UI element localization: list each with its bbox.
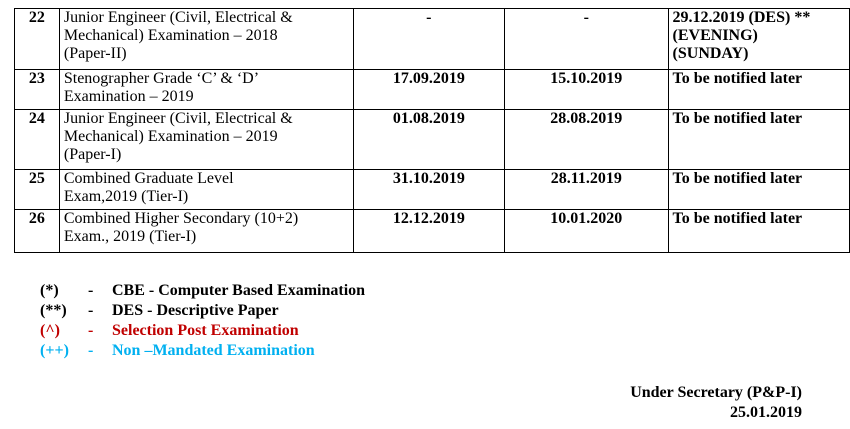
table-row: [15, 9, 850, 70]
signatory-title: Under Secretary (P&P-I): [630, 384, 802, 401]
table-row: [15, 170, 850, 210]
date-column-2: 28.08.2019: [505, 110, 668, 170]
date-column-1: 31.10.2019: [353, 170, 505, 210]
date-column-1: -: [353, 9, 505, 70]
legend-symbol: (*): [40, 282, 59, 299]
exam-name: Stenographer Grade ‘C’ & ‘D’ Examination – 2019: [59, 70, 353, 110]
date-column-1: 01.08.2019: [353, 110, 505, 170]
exam-schedule-table: [14, 8, 850, 253]
legend-text: Non –Mandated Examination: [112, 342, 315, 359]
serial-number: 22: [15, 9, 60, 70]
legend-dash: -: [88, 282, 94, 299]
table-row: [15, 210, 850, 253]
legend-dash: -: [88, 342, 94, 359]
table-row: [15, 70, 850, 110]
date-column-1: 12.12.2019: [353, 210, 505, 253]
signature-block: [630, 383, 802, 423]
result-status: 29.12.2019 (DES) ** (EVENING) (SUNDAY): [668, 9, 849, 70]
date-column-2: 28.11.2019: [505, 170, 668, 210]
signature-date: 25.01.2019: [730, 404, 802, 421]
legend-text: Selection Post Examination: [112, 322, 299, 339]
date-column-2: 15.10.2019: [505, 70, 668, 110]
exam-name: Combined Graduate Level Exam,2019 (Tier-I): [59, 170, 353, 210]
exam-name: Junior Engineer (Civil, Electrical & Mechanical) Examination – 2019 (Paper-I): [59, 110, 353, 170]
result-status: To be notified later: [668, 110, 849, 170]
date-column-1: 17.09.2019: [353, 70, 505, 110]
date-column-2: -: [505, 9, 668, 70]
table-row: [15, 110, 850, 170]
legend-symbol: (^): [40, 322, 60, 339]
legend-text: CBE - Computer Based Examination: [112, 282, 366, 299]
legend-dash: -: [88, 322, 94, 339]
result-status: To be notified later: [668, 70, 849, 110]
result-status: To be notified later: [668, 170, 849, 210]
serial-number: 26: [15, 210, 60, 253]
serial-number: 25: [15, 170, 60, 210]
legend-dash: -: [88, 302, 94, 319]
legend-symbol: (**): [40, 302, 67, 319]
exam-name: Combined Higher Secondary (10+2) Exam., 2019 (Tier-I): [59, 210, 353, 253]
date-column-2: 10.01.2020: [505, 210, 668, 253]
legend-text: DES - Descriptive Paper: [112, 302, 279, 319]
legend-symbol: (++): [40, 342, 69, 359]
result-status: To be notified later: [668, 210, 849, 253]
serial-number: 23: [15, 70, 60, 110]
serial-number: 24: [15, 110, 60, 170]
exam-name: Junior Engineer (Civil, Electrical & Mechanical) Examination – 2018 (Paper-II): [59, 9, 353, 70]
